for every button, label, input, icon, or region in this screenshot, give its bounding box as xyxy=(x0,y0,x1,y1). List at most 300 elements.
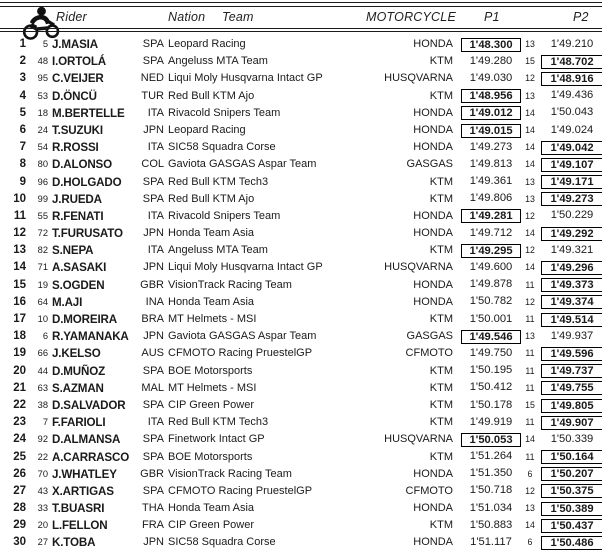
row-p1-lap: 13 xyxy=(525,503,535,514)
row-p1-time: 1'49.546 xyxy=(461,330,521,344)
row-rider-name: R.ROSSI xyxy=(52,141,99,155)
row-p2-time: 1'50.164 xyxy=(541,450,602,464)
table-row[interactable] xyxy=(0,156,602,173)
row-p1-time: 1'50.782 xyxy=(469,295,513,308)
row-p1-lap: 13 xyxy=(525,90,535,101)
row-nation: ITA xyxy=(147,209,164,222)
row-p1-time: 1'49.361 xyxy=(469,175,513,188)
header-bottom-rule-1 xyxy=(0,28,602,29)
row-p2-time: 1'49.210 xyxy=(550,37,594,50)
row-p1-time: 1'51.034 xyxy=(469,501,513,514)
row-position: 17 xyxy=(13,313,26,325)
table-row[interactable] xyxy=(0,363,602,380)
row-p1-time: 1'49.806 xyxy=(469,192,513,205)
row-p1-lap: 14 xyxy=(525,159,535,170)
row-position: 29 xyxy=(13,519,26,532)
table-row[interactable] xyxy=(0,259,602,276)
row-nation: ITA xyxy=(147,141,164,154)
row-nation: ITA xyxy=(147,106,164,119)
row-rider-name: M.AJI xyxy=(52,295,83,309)
row-p2-time: 1'49.805 xyxy=(541,399,602,413)
row-motorcycle: KTM xyxy=(429,175,453,188)
table-row[interactable] xyxy=(0,174,602,191)
row-p1-lap: 14 xyxy=(525,107,535,118)
row-motorcycle: HONDA xyxy=(413,502,453,515)
table-row[interactable] xyxy=(0,380,602,397)
row-rider-number: 66 xyxy=(37,348,48,359)
row-p1-lap: 11 xyxy=(525,314,535,324)
row-rider-number: 5 xyxy=(42,39,48,49)
row-p1-lap: 12 xyxy=(525,73,535,84)
row-p2-time: 1'48.916 xyxy=(541,72,602,86)
row-rider-name: S.NEPA xyxy=(52,244,94,258)
row-nation: THA xyxy=(142,502,164,515)
row-motorcycle: KTM xyxy=(429,313,453,325)
row-p1-lap: 6 xyxy=(527,468,533,479)
table-row[interactable] xyxy=(0,431,602,448)
row-motorcycle: HONDA xyxy=(413,141,453,154)
row-rider-name: J.MASIA xyxy=(52,38,98,51)
row-position: 20 xyxy=(13,364,26,377)
row-p1-time: 1'48.300 xyxy=(461,38,521,52)
row-rider-number: 38 xyxy=(37,399,48,410)
row-team: Angeluss MTA Team xyxy=(168,55,268,68)
row-team: SIC58 Squadra Corse xyxy=(168,536,276,549)
row-rider-name: R.YAMANAKA xyxy=(52,330,129,344)
row-p1-lap: 13 xyxy=(525,39,535,49)
row-position: 18 xyxy=(13,330,26,343)
row-rider-name: D.HOLGADO xyxy=(52,175,122,189)
row-team: Gaviota GASGAS Aspar Team xyxy=(168,330,317,343)
column-header-motorcycle: MOTORCYCLE xyxy=(366,10,456,24)
row-p1-lap: 12 xyxy=(525,245,535,256)
row-p1-time: 1'49.030 xyxy=(469,71,513,84)
row-p2-time: 1'49.907 xyxy=(541,416,602,430)
row-rider-name: D.SALVADOR xyxy=(52,398,126,412)
row-p1-lap: 14 xyxy=(525,434,535,445)
row-team: CIP Green Power xyxy=(168,519,255,532)
row-rider-number: 20 xyxy=(37,520,48,531)
row-p1-lap: 13 xyxy=(525,176,535,187)
row-p1-time: 1'50.718 xyxy=(469,484,513,497)
row-p1-lap: 15 xyxy=(525,399,535,410)
row-nation: ITA xyxy=(147,416,164,429)
row-motorcycle: HONDA xyxy=(413,38,453,50)
row-p2-time: 1'49.024 xyxy=(550,123,594,136)
row-position: 27 xyxy=(13,484,26,497)
row-nation: JPN xyxy=(143,330,164,343)
table-row[interactable] xyxy=(0,105,602,122)
row-rider-name: A.CARRASCO xyxy=(52,450,130,464)
row-motorcycle: HONDA xyxy=(413,536,453,549)
row-team: Gaviota GASGAS Aspar Team xyxy=(168,158,317,171)
row-nation: JPN xyxy=(143,261,164,274)
row-nation: SPA xyxy=(142,398,164,411)
row-rider-number: 19 xyxy=(37,279,48,290)
row-rider-name: T.BUASRI xyxy=(52,502,105,516)
row-rider-number: 96 xyxy=(37,176,48,187)
row-motorcycle: KTM xyxy=(429,89,453,102)
header-top-rule-1 xyxy=(0,2,602,3)
row-p1-time: 1'51.117 xyxy=(470,536,512,549)
row-motorcycle: CFMOTO xyxy=(405,484,453,497)
row-p2-time: 1'49.937 xyxy=(550,329,594,342)
row-position: 6 xyxy=(19,123,26,136)
row-team: SIC58 Squadra Corse xyxy=(168,141,276,154)
row-p1-lap: 14 xyxy=(525,142,535,153)
row-position: 22 xyxy=(13,398,26,411)
table-row[interactable] xyxy=(0,294,602,311)
row-position: 26 xyxy=(13,467,26,480)
row-position: 30 xyxy=(13,536,26,549)
row-nation: JPN xyxy=(143,536,164,549)
row-motorcycle: HONDA xyxy=(413,295,453,308)
row-p2-time: 1'49.107 xyxy=(541,158,602,172)
row-motorcycle: KTM xyxy=(429,192,453,205)
row-p1-lap: 11 xyxy=(525,348,535,359)
table-row[interactable] xyxy=(0,277,602,294)
table-row[interactable] xyxy=(0,208,602,225)
row-team: MT Helmets - MSI xyxy=(168,381,257,394)
row-team: Red Bull KTM Tech3 xyxy=(168,416,269,429)
row-nation: MAL xyxy=(141,381,164,394)
row-rider-name: J.RUEDA xyxy=(52,192,102,206)
row-motorcycle: HONDA xyxy=(413,227,453,240)
row-rider-number: 64 xyxy=(37,296,48,307)
row-team: VisionTrack Racing Team xyxy=(168,467,292,480)
row-nation: JPN xyxy=(143,123,164,136)
row-motorcycle: KTM xyxy=(429,416,453,429)
row-rider-number: 18 xyxy=(37,107,48,118)
row-nation: SPA xyxy=(142,55,164,68)
row-rider-name: D.ALMANSA xyxy=(52,433,121,447)
row-rider-name: C.VEIJER xyxy=(52,72,104,86)
row-nation: JPN xyxy=(143,227,164,240)
row-p1-lap: 11 xyxy=(525,451,535,462)
row-position: 9 xyxy=(19,175,26,188)
row-position: 2 xyxy=(19,55,26,68)
row-rider-name: I.ORTOLÁ xyxy=(52,55,106,69)
row-rider-number: 7 xyxy=(42,417,48,428)
row-team: BOE Motorsports xyxy=(168,450,253,463)
row-p1-lap: 15 xyxy=(525,56,535,67)
table-row[interactable] xyxy=(0,88,602,105)
row-position: 3 xyxy=(19,72,26,85)
row-p2-time: 1'50.389 xyxy=(541,502,602,516)
column-header-p1: P1 xyxy=(484,10,500,24)
row-p1-time: 1'50.883 xyxy=(469,518,513,531)
row-p2-time: 1'49.514 xyxy=(541,313,602,327)
row-p1-time: 1'49.015 xyxy=(461,124,521,138)
row-team: Honda Team Asia xyxy=(168,502,255,515)
row-p2-time: 1'48.702 xyxy=(541,55,602,69)
row-rider-number: 10 xyxy=(37,314,48,324)
row-team: MT Helmets - MSI xyxy=(168,313,257,325)
row-rider-name: D.ÖNCÜ xyxy=(52,89,97,103)
row-p1-time: 1'50.053 xyxy=(461,433,521,447)
row-team: Leopard Racing xyxy=(168,38,246,50)
column-header-nation: Nation xyxy=(168,10,206,24)
row-p1-lap: 14 xyxy=(525,124,535,135)
row-team: CFMOTO Racing PruestelGP xyxy=(168,347,313,360)
row-p1-lap: 11 xyxy=(525,417,535,428)
row-position: 13 xyxy=(13,244,26,257)
table-row[interactable] xyxy=(0,122,602,139)
row-rider-name: J.KELSO xyxy=(52,347,101,361)
row-rider-name: K.TOBA xyxy=(52,536,96,550)
row-rider-number: 33 xyxy=(37,503,48,514)
row-rider-name: F.FARIOLI xyxy=(52,416,106,430)
table-row[interactable] xyxy=(0,36,602,53)
row-p2-time: 1'50.207 xyxy=(541,467,602,481)
row-rider-number: 63 xyxy=(37,382,48,393)
row-p1-time: 1'49.878 xyxy=(469,278,513,291)
row-p1-time: 1'50.195 xyxy=(469,364,513,377)
row-motorcycle: HONDA xyxy=(413,209,453,222)
results-rows xyxy=(0,36,602,552)
row-motorcycle: GASGAS xyxy=(406,330,453,343)
table-row[interactable] xyxy=(0,517,602,534)
row-position: 4 xyxy=(19,89,26,102)
row-p1-lap: 14 xyxy=(525,520,535,531)
row-nation: GBR xyxy=(140,467,164,480)
row-nation: SPA xyxy=(142,192,164,205)
row-p1-time: 1'49.295 xyxy=(461,244,521,258)
header-top-rule-2 xyxy=(0,6,602,7)
row-position: 19 xyxy=(13,347,26,360)
row-p2-time: 1'49.436 xyxy=(550,89,594,102)
row-rider-number: 44 xyxy=(37,365,48,376)
row-nation: SPA xyxy=(142,450,164,463)
row-nation: SPA xyxy=(142,484,164,497)
row-position: 12 xyxy=(13,227,26,240)
row-rider-name: D.MUÑOZ xyxy=(52,364,106,378)
row-motorcycle: GASGAS xyxy=(406,158,453,171)
row-rider-number: 92 xyxy=(37,434,48,445)
row-motorcycle: KTM xyxy=(429,398,453,411)
row-rider-number: 54 xyxy=(37,142,48,153)
row-nation: TUR xyxy=(141,89,164,102)
table-row[interactable] xyxy=(0,328,602,345)
row-position: 23 xyxy=(13,416,26,429)
row-team: Finetwork Intact GP xyxy=(168,433,265,446)
row-position: 28 xyxy=(13,502,26,515)
row-rider-number: 48 xyxy=(37,56,48,67)
row-p1-lap: 14 xyxy=(525,228,535,239)
row-p2-time: 1'49.755 xyxy=(541,381,602,395)
row-p1-lap: 11 xyxy=(525,279,535,290)
table-header-row xyxy=(0,8,602,28)
row-p1-lap: 12 xyxy=(525,485,535,496)
row-p1-lap: 12 xyxy=(525,210,535,221)
row-rider-number: 43 xyxy=(37,485,48,496)
row-motorcycle: KTM xyxy=(429,364,453,377)
row-team: Liqui Moly Husqvarna Intact GP xyxy=(168,72,323,85)
row-rider-name: T.SUZUKI xyxy=(52,123,103,137)
row-rider-number: 53 xyxy=(37,90,48,101)
row-rider-name: J.WHATLEY xyxy=(52,467,117,481)
row-p2-time: 1'49.273 xyxy=(541,192,602,206)
row-position: 8 xyxy=(19,158,26,171)
row-p1-time: 1'49.919 xyxy=(469,415,513,428)
row-p2-time: 1'50.229 xyxy=(550,209,594,222)
row-p2-time: 1'49.373 xyxy=(541,278,602,292)
row-position: 11 xyxy=(13,209,26,222)
table-row[interactable] xyxy=(0,449,602,466)
row-rider-name: M.BERTELLE xyxy=(52,106,125,120)
table-row[interactable] xyxy=(0,139,602,156)
row-nation: BRA xyxy=(141,313,164,325)
row-motorcycle: HUSQVARNA xyxy=(384,433,453,446)
row-rider-number: 70 xyxy=(37,468,48,479)
row-rider-name: D.MOREIRA xyxy=(52,313,117,326)
row-motorcycle: HUSQVARNA xyxy=(384,72,453,85)
row-rider-number: 24 xyxy=(37,124,48,135)
row-rider-number: 82 xyxy=(37,245,48,256)
row-p1-time: 1'49.012 xyxy=(461,106,521,120)
table-row[interactable] xyxy=(0,483,602,500)
row-rider-name: D.ALONSO xyxy=(52,158,112,172)
row-p2-time: 1'49.171 xyxy=(541,175,602,189)
table-row[interactable] xyxy=(0,70,602,87)
row-rider-name: R.FENATI xyxy=(52,209,104,223)
row-p1-time: 1'51.350 xyxy=(469,467,513,480)
column-header-rider: Rider xyxy=(56,10,87,24)
row-position: 16 xyxy=(13,295,26,308)
row-p1-lap: 11 xyxy=(525,382,535,393)
row-team: CIP Green Power xyxy=(168,398,255,411)
row-nation: SPA xyxy=(142,175,164,188)
row-p1-time: 1'49.280 xyxy=(469,54,513,67)
row-rider-number: 6 xyxy=(42,331,48,342)
row-motorcycle: KTM xyxy=(429,519,453,532)
row-p1-time: 1'51.264 xyxy=(469,450,513,463)
column-header-team: Team xyxy=(222,10,254,24)
row-p2-time: 1'50.375 xyxy=(541,484,602,498)
row-position: 1 xyxy=(19,38,26,50)
row-p1-lap: 14 xyxy=(525,262,535,273)
row-motorcycle: HONDA xyxy=(413,106,453,119)
row-rider-name: S.OGDEN xyxy=(52,278,105,292)
row-p1-time: 1'49.750 xyxy=(469,346,513,359)
table-row[interactable] xyxy=(0,311,602,328)
row-position: 15 xyxy=(13,278,26,291)
row-rider-number: 22 xyxy=(37,451,48,462)
row-rider-number: 99 xyxy=(37,193,48,204)
row-p1-time: 1'49.813 xyxy=(469,157,513,170)
row-p2-time: 1'49.374 xyxy=(541,295,602,309)
row-p2-time: 1'49.296 xyxy=(541,261,602,275)
row-team: Liqui Moly Husqvarna Intact GP xyxy=(168,261,323,274)
row-p2-time: 1'49.321 xyxy=(550,243,594,256)
row-motorcycle: KTM xyxy=(429,381,453,394)
row-motorcycle: HUSQVARNA xyxy=(384,261,453,274)
row-motorcycle: KTM xyxy=(429,55,453,68)
row-nation: SPA xyxy=(142,38,164,50)
row-nation: AUS xyxy=(141,347,164,360)
row-rider-name: L.FELLON xyxy=(52,519,108,533)
table-row[interactable] xyxy=(0,534,602,551)
row-p2-time: 1'50.043 xyxy=(550,106,594,119)
row-nation: NED xyxy=(140,72,164,85)
row-rider-number: 27 xyxy=(37,537,48,548)
row-nation: FRA xyxy=(142,519,164,532)
table-row[interactable] xyxy=(0,242,602,259)
row-position: 5 xyxy=(19,106,26,119)
row-team: Angeluss MTA Team xyxy=(168,244,268,257)
row-team: Rivacold Snipers Team xyxy=(168,106,281,119)
row-p1-lap: 13 xyxy=(525,193,535,204)
row-team: CFMOTO Racing PruestelGP xyxy=(168,484,313,497)
row-position: 21 xyxy=(13,381,26,394)
row-rider-number: 55 xyxy=(37,210,48,221)
row-team: Red Bull KTM Ajo xyxy=(168,192,255,205)
row-rider-name: T.FURUSATO xyxy=(52,227,123,241)
row-rider-name: A.SASAKI xyxy=(52,261,107,275)
row-p1-lap: 13 xyxy=(525,331,535,342)
row-position: 25 xyxy=(13,450,26,463)
row-rider-number: 71 xyxy=(37,262,48,273)
table-row[interactable] xyxy=(0,225,602,242)
table-row[interactable] xyxy=(0,500,602,517)
row-p1-time: 1'49.281 xyxy=(461,209,521,223)
header-bottom-rule-2 xyxy=(0,31,602,32)
row-team: Rivacold Snipers Team xyxy=(168,209,281,222)
table-row[interactable] xyxy=(0,414,602,431)
row-motorcycle: HONDA xyxy=(413,467,453,480)
row-motorcycle: HONDA xyxy=(413,278,453,291)
row-p1-time: 1'49.712 xyxy=(469,226,513,239)
row-motorcycle: HONDA xyxy=(413,123,453,136)
row-p1-lap: 6 xyxy=(527,537,533,548)
row-nation: COL xyxy=(141,158,164,171)
row-team: Honda Team Asia xyxy=(168,295,255,308)
row-position: 10 xyxy=(13,192,26,205)
row-p2-time: 1'49.737 xyxy=(541,364,602,378)
row-nation: INA xyxy=(145,295,164,308)
row-p1-time: 1'49.600 xyxy=(469,261,513,274)
row-team: Red Bull KTM Ajo xyxy=(168,89,255,102)
row-p2-time: 1'49.042 xyxy=(541,141,602,155)
table-row[interactable] xyxy=(0,53,602,70)
row-rider-name: X.ARTIGAS xyxy=(52,484,114,498)
row-rider-number: 80 xyxy=(37,159,48,170)
table-row[interactable] xyxy=(0,466,602,483)
row-p1-time: 1'50.412 xyxy=(469,381,513,394)
table-row[interactable] xyxy=(0,397,602,414)
row-team: BOE Motorsports xyxy=(168,364,253,377)
row-position: 24 xyxy=(13,433,26,446)
row-motorcycle: KTM xyxy=(429,450,453,463)
row-position: 14 xyxy=(13,261,26,274)
row-rider-name: S.AZMAN xyxy=(52,381,104,395)
row-p1-lap: 12 xyxy=(525,296,535,307)
row-p1-time: 1'48.956 xyxy=(461,89,521,103)
row-position: 7 xyxy=(19,141,26,154)
row-motorcycle: KTM xyxy=(429,244,453,257)
row-p1-time: 1'50.001 xyxy=(469,312,513,325)
row-team: Honda Team Asia xyxy=(168,227,255,240)
row-p1-lap: 11 xyxy=(525,365,535,376)
row-nation: SPA xyxy=(142,433,164,446)
column-header-p2: P2 xyxy=(573,10,589,24)
row-p2-time: 1'50.339 xyxy=(550,432,594,445)
table-row[interactable] xyxy=(0,191,602,208)
table-row[interactable] xyxy=(0,345,602,362)
row-p2-time: 1'49.596 xyxy=(541,347,602,361)
row-p1-time: 1'49.273 xyxy=(469,140,513,153)
row-team: VisionTrack Racing Team xyxy=(168,278,292,291)
